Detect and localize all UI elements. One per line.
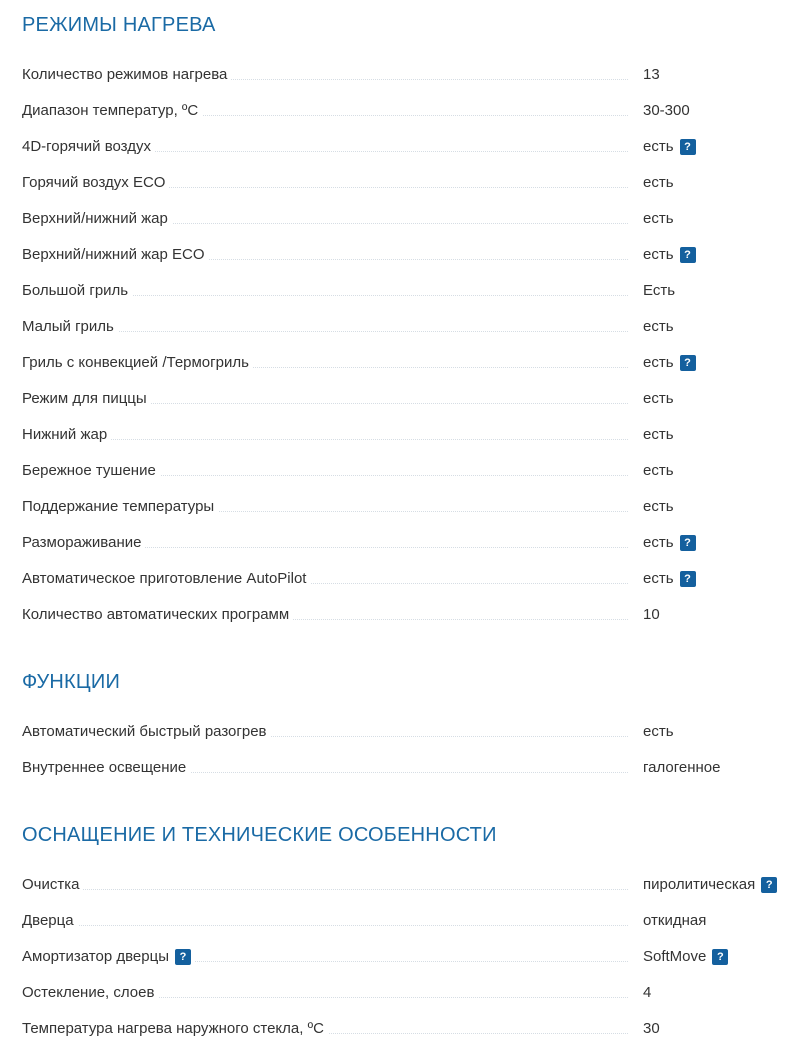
spec-label: Диапазон температур, ºС — [22, 99, 202, 123]
spec-value-text: есть — [643, 723, 674, 740]
spec-value-text: Есть — [643, 282, 676, 299]
spec-row-fast-preheat — [22, 720, 790, 744]
spec-row-small-grill — [22, 315, 790, 339]
spec-row-pizza-mode — [22, 387, 790, 411]
spec-label-text: Амортизатор дверцы — [22, 948, 169, 965]
spec-value — [643, 945, 728, 969]
spec-label: Большой гриль — [22, 279, 132, 303]
spec-value-text: 4 — [643, 984, 652, 1001]
spec-row-door — [22, 909, 790, 933]
spec-row-interior-light — [22, 756, 790, 780]
spec-label: Горячий воздух ECO — [22, 171, 169, 195]
spec-value — [643, 387, 674, 411]
spec-value-text: есть — [643, 246, 674, 263]
spec-value-text: 30-300 — [643, 102, 690, 119]
spec-label: Дверца — [22, 909, 78, 933]
spec-label: Гриль с конвекцией /Термогриль — [22, 351, 253, 375]
spec-value-text: есть — [643, 318, 674, 335]
spec-value-text: есть — [643, 138, 674, 155]
spec-value — [643, 495, 674, 519]
spec-label: Температура нагрева наружного стекла, ºС — [22, 1017, 328, 1041]
spec-row-defrost — [22, 531, 790, 555]
spec-label: Количество режимов нагрева — [22, 63, 231, 87]
spec-row-4d-hot-air — [22, 135, 790, 159]
section-title-heating-modes: РЕЖИМЫ НАГРЕВА — [22, 14, 216, 36]
dotted-leader — [22, 439, 628, 440]
spec-row-auto-programs-count — [22, 603, 790, 627]
spec-value — [643, 909, 706, 933]
spec-label: Остекление, слоев — [22, 981, 158, 1005]
spec-label: Внутреннее освещение — [22, 756, 190, 780]
spec-value-text: есть — [643, 174, 674, 191]
spec-row-top-bottom-heat-eco — [22, 243, 790, 267]
spec-value — [643, 135, 696, 159]
spec-value-text: 10 — [643, 606, 660, 623]
spec-value — [643, 315, 674, 339]
spec-row-outer-glass-temp — [22, 1017, 790, 1041]
spec-value — [643, 873, 777, 897]
spec-value — [643, 981, 651, 1005]
help-icon[interactable]: ? — [761, 877, 777, 893]
spec-label: Верхний/нижний жар — [22, 207, 172, 231]
spec-value-text: есть — [643, 498, 674, 515]
spec-row-large-grill — [22, 279, 790, 303]
spec-label: Очистка — [22, 873, 83, 897]
spec-row-slow-cooking — [22, 459, 790, 483]
spec-row-modes-count — [22, 63, 790, 87]
help-icon[interactable]: ? — [680, 139, 696, 155]
spec-label: Размораживание — [22, 531, 145, 555]
spec-value — [643, 243, 696, 267]
spec-row-door-damper — [22, 945, 790, 969]
spec-value-text: есть — [643, 534, 674, 551]
spec-value — [643, 567, 696, 591]
spec-value — [643, 207, 674, 231]
spec-row-temperature-range — [22, 99, 790, 123]
spec-label: Поддержание температуры — [22, 495, 218, 519]
spec-row-bottom-heat — [22, 423, 790, 447]
spec-value — [643, 279, 675, 303]
spec-label: Нижний жар — [22, 423, 111, 447]
spec-value — [643, 351, 696, 375]
spec-value-text: галогенное — [643, 759, 721, 776]
spec-label: Верхний/нижний жар ECO — [22, 243, 209, 267]
spec-row-convection-grill — [22, 351, 790, 375]
spec-value — [643, 1017, 660, 1041]
spec-row-cleaning — [22, 873, 790, 897]
help-icon[interactable]: ? — [680, 247, 696, 263]
spec-value-text: есть — [643, 210, 674, 227]
spec-value-text: есть — [643, 354, 674, 371]
spec-row-glazing-layers — [22, 981, 790, 1005]
help-icon[interactable]: ? — [680, 571, 696, 587]
spec-value — [643, 423, 674, 447]
spec-label — [22, 945, 195, 969]
spec-value — [643, 720, 674, 744]
section-title-functions: ФУНКЦИИ — [22, 671, 121, 693]
spec-value-text: есть — [643, 462, 674, 479]
spec-label: Автоматический быстрый разогрев — [22, 720, 271, 744]
spec-value-text: есть — [643, 426, 674, 443]
spec-value-text: пиролитическая — [643, 876, 756, 893]
spec-row-keep-warm — [22, 495, 790, 519]
spec-label: Бережное тушение — [22, 459, 160, 483]
spec-value-text: есть — [643, 390, 674, 407]
spec-value — [643, 171, 674, 195]
spec-label: Количество автоматических программ — [22, 603, 293, 627]
dotted-leader — [22, 925, 628, 926]
spec-value-text: 30 — [643, 1020, 660, 1037]
spec-value-text: откидная — [643, 912, 707, 929]
spec-row-autopilot — [22, 567, 790, 591]
spec-row-hot-air-eco — [22, 171, 790, 195]
help-icon[interactable]: ? — [175, 949, 191, 965]
spec-label: Малый гриль — [22, 315, 118, 339]
section-title-equipment: ОСНАЩЕНИЕ И ТЕХНИЧЕСКИЕ ОСОБЕННОСТИ — [22, 824, 497, 846]
spec-label: 4D-горячий воздух — [22, 135, 155, 159]
dotted-leader — [22, 889, 628, 890]
help-icon[interactable]: ? — [712, 949, 728, 965]
spec-value — [643, 756, 720, 780]
help-icon[interactable]: ? — [680, 535, 696, 551]
help-icon[interactable]: ? — [680, 355, 696, 371]
spec-value-text: 13 — [643, 66, 660, 83]
spec-value — [643, 63, 660, 87]
spec-value — [643, 531, 696, 555]
spec-label: Автоматическое приготовление AutoPilot — [22, 567, 310, 591]
spec-label: Режим для пиццы — [22, 387, 151, 411]
spec-value — [643, 99, 690, 123]
spec-value-text: есть — [643, 570, 674, 587]
spec-value — [643, 603, 660, 627]
spec-value-text: SoftMove — [643, 948, 707, 965]
spec-row-top-bottom-heat — [22, 207, 790, 231]
spec-value — [643, 459, 674, 483]
